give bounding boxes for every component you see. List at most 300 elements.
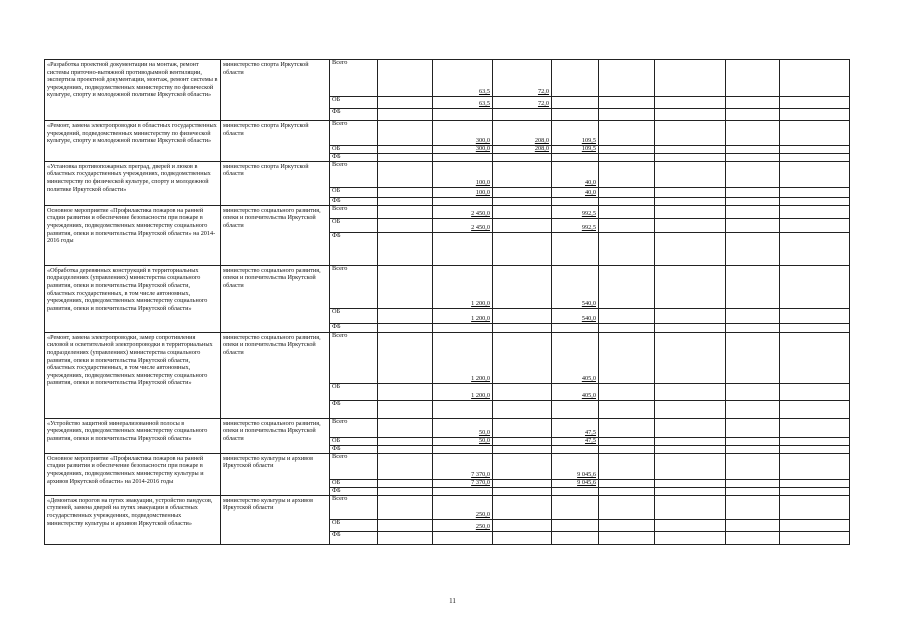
value-cell (655, 487, 726, 495)
value-cell (378, 161, 433, 187)
value-cell (780, 153, 850, 161)
value-cell (599, 445, 655, 453)
funding-source-cell: Всего (330, 121, 378, 146)
value-cell (378, 453, 433, 479)
value-cell (780, 400, 850, 418)
value-text: 100,0 (475, 179, 490, 186)
value-cell (726, 265, 780, 308)
value-cell (726, 308, 780, 323)
value-cell (433, 121, 493, 146)
value-cell (655, 232, 726, 265)
value-cell (378, 97, 433, 109)
value-cell (726, 453, 780, 479)
value-cell (726, 153, 780, 161)
value-cell (378, 418, 433, 437)
value-cell (599, 308, 655, 323)
value-cell (493, 323, 552, 332)
value-cell (655, 308, 726, 323)
scan-edge-mark (6, 0, 46, 2)
value-cell (493, 308, 552, 323)
value-cell (433, 205, 493, 218)
value-text: 72,0 (537, 88, 549, 96)
value-cell (726, 232, 780, 265)
value-cell (493, 332, 552, 383)
value-cell (552, 265, 599, 308)
funding-source-cell: ФБ (330, 109, 378, 121)
value-cell (599, 187, 655, 197)
value-cell (433, 418, 493, 437)
value-cell (378, 445, 433, 453)
value-cell (599, 487, 655, 495)
value-cell (552, 205, 599, 218)
value-cell (378, 495, 433, 519)
funding-source-cell: ФБ (330, 531, 378, 544)
value-cell (378, 332, 433, 383)
value-cell (433, 383, 493, 400)
value-cell (433, 495, 493, 519)
table-row (45, 121, 850, 146)
value-cell (780, 60, 850, 97)
value-cell (552, 418, 599, 437)
value-cell (780, 479, 850, 487)
value-cell (552, 487, 599, 495)
value-text: 540,0 (581, 315, 596, 322)
value-cell (655, 437, 726, 445)
measure-name-cell: «Разработка проектной документации на монтаж, ремонт системы приточно-вытяжной противодымной вентиляции, экспертиза проектной документации, монтаж, ремонт системы в учреждениях, подведомственных министерству по физической культуре, спорту и молодежной политике Иркутской области» (45, 60, 221, 121)
value-cell (599, 60, 655, 97)
value-cell (433, 308, 493, 323)
funding-source-cell: ФБ (330, 232, 378, 265)
value-text: 2 450,0 (471, 210, 490, 217)
value-cell (726, 121, 780, 146)
value-cell (552, 187, 599, 197)
value-cell (780, 453, 850, 479)
value-cell (655, 97, 726, 109)
value-cell (493, 205, 552, 218)
value-cell (378, 205, 433, 218)
value-cell (599, 109, 655, 121)
value-cell (378, 109, 433, 121)
value-cell (726, 218, 780, 232)
funding-source-cell: ФБ (330, 445, 378, 453)
value-cell (726, 445, 780, 453)
value-cell (493, 479, 552, 487)
executor-cell: министерство социального развития, опеки и попечительства Иркутской области (221, 205, 330, 265)
value-cell (655, 418, 726, 437)
value-cell (552, 495, 599, 519)
value-text: 208,0 (534, 145, 549, 152)
value-text: 1 200,0 (471, 392, 490, 399)
value-cell (726, 383, 780, 400)
value-cell (378, 531, 433, 544)
value-text: 405,0 (581, 375, 596, 382)
measure-name-cell: «Установка противопожарных преград, дверей и люков в областных государственных учреждениях, подведомственных министерству по физической культуре, спорту и молодежной политике Иркутской области» (45, 161, 221, 205)
value-cell (780, 308, 850, 323)
value-text: 47,5 (584, 429, 596, 436)
value-cell (378, 308, 433, 323)
value-cell (599, 383, 655, 400)
value-cell (780, 437, 850, 445)
value-cell (655, 332, 726, 383)
value-cell (599, 323, 655, 332)
value-cell (552, 383, 599, 400)
measure-name-cell: Основное мероприятие «Профилактика пожаров на ранней стадии развития и обеспечение безопасности при пожаре в учреждениях, подведомственных министерству культуры и архивов Иркутской области» на 2014-2016 годы (45, 453, 221, 495)
value-text: 109,5 (581, 145, 596, 152)
value-cell (493, 109, 552, 121)
value-cell (726, 161, 780, 187)
value-cell (780, 383, 850, 400)
value-cell (378, 323, 433, 332)
value-cell (552, 197, 599, 205)
value-cell (726, 400, 780, 418)
funding-source-cell: Всего (330, 332, 378, 383)
funding-source-cell: ОБ (330, 97, 378, 109)
value-cell (493, 445, 552, 453)
value-cell (726, 479, 780, 487)
executor-cell: министерство культуры и архивов Иркутской области (221, 453, 330, 495)
value-cell (552, 121, 599, 146)
value-cell (552, 60, 599, 97)
value-cell (599, 332, 655, 383)
value-cell (493, 146, 552, 154)
value-cell (780, 187, 850, 197)
value-cell (378, 187, 433, 197)
value-cell (493, 265, 552, 308)
executor-cell: министерство социального развития, опеки и попечительства Иркутской области (221, 265, 330, 332)
value-text: 9 045,6 (577, 479, 596, 486)
value-cell (599, 265, 655, 308)
value-text: 405,0 (581, 392, 596, 399)
value-cell (726, 146, 780, 154)
value-cell (433, 265, 493, 308)
value-cell (726, 332, 780, 383)
value-cell (493, 400, 552, 418)
value-cell (552, 153, 599, 161)
value-cell (433, 332, 493, 383)
value-cell (780, 232, 850, 265)
value-text: 540,0 (581, 300, 596, 307)
value-cell (655, 153, 726, 161)
value-cell (552, 161, 599, 187)
value-cell (726, 487, 780, 495)
value-text: 63,5 (478, 88, 490, 96)
value-cell (378, 232, 433, 265)
value-cell (552, 400, 599, 418)
value-cell (655, 121, 726, 146)
executor-cell: министерство культуры и архивов Иркутской области (221, 495, 330, 544)
value-cell (599, 146, 655, 154)
value-cell (433, 109, 493, 121)
value-text: 109,5 (581, 137, 596, 145)
value-cell (726, 437, 780, 445)
value-cell (493, 232, 552, 265)
value-cell (433, 60, 493, 97)
value-cell (493, 495, 552, 519)
value-cell (433, 97, 493, 109)
value-cell (493, 121, 552, 146)
value-text: 250,0 (475, 523, 490, 530)
value-cell (655, 453, 726, 479)
executor-cell: министерство спорта Иркутской области (221, 60, 330, 121)
value-text: 1 200,0 (471, 315, 490, 322)
value-text: 50,0 (478, 429, 490, 436)
value-cell (433, 445, 493, 453)
value-cell (493, 60, 552, 97)
value-cell (655, 218, 726, 232)
value-cell (433, 153, 493, 161)
value-cell (726, 109, 780, 121)
table-row (45, 332, 850, 383)
value-cell (780, 495, 850, 519)
value-cell (378, 197, 433, 205)
value-cell (433, 218, 493, 232)
value-cell (655, 146, 726, 154)
value-cell (493, 153, 552, 161)
value-cell (726, 97, 780, 109)
value-cell (599, 205, 655, 218)
value-cell (493, 187, 552, 197)
value-cell (726, 197, 780, 205)
value-cell (599, 161, 655, 187)
value-cell (655, 519, 726, 531)
value-text: 2 450,0 (471, 224, 490, 231)
value-cell (433, 146, 493, 154)
value-cell (726, 323, 780, 332)
value-text: 208,0 (534, 137, 549, 145)
value-cell (655, 109, 726, 121)
value-cell (655, 531, 726, 544)
value-cell (726, 519, 780, 531)
funding-source-cell: ОБ (330, 308, 378, 323)
value-cell (655, 479, 726, 487)
measure-name-cell: Основное мероприятие «Профилактика пожаров на ранней стадии развития и обеспечение безопасности при пожаре в учреждениях, подведомственных министерству социального развития, опеки и попечительства Иркутской области» на 2014-2016 годы (45, 205, 221, 265)
value-cell (780, 332, 850, 383)
value-cell (599, 232, 655, 265)
value-cell (433, 437, 493, 445)
value-cell (378, 479, 433, 487)
value-cell (493, 197, 552, 205)
measure-name-cell: «Устройство защитной минерализованной полосы в учреждениях, подведомственных министерству социального развития, опеки и попечительства Иркутской области» (45, 418, 221, 453)
program-table-sheet (44, 59, 849, 545)
funding-source-cell: ОБ (330, 437, 378, 445)
table-row (45, 418, 850, 437)
value-cell (552, 445, 599, 453)
value-cell (780, 109, 850, 121)
value-cell (552, 531, 599, 544)
funding-source-cell: ОБ (330, 383, 378, 400)
program-measures-table (44, 59, 850, 545)
value-cell (378, 519, 433, 531)
value-cell (599, 218, 655, 232)
funding-source-cell: ФБ (330, 323, 378, 332)
funding-source-cell: ФБ (330, 400, 378, 418)
value-cell (655, 323, 726, 332)
table-row (45, 495, 850, 519)
value-text: 992,5 (581, 210, 596, 217)
value-cell (599, 453, 655, 479)
value-text: 100,0 (475, 189, 490, 196)
value-cell (599, 531, 655, 544)
value-cell (433, 453, 493, 479)
value-cell (493, 487, 552, 495)
value-cell (378, 383, 433, 400)
value-cell (493, 453, 552, 479)
funding-source-cell: Всего (330, 205, 378, 218)
value-cell (552, 453, 599, 479)
value-text: 63,5 (478, 100, 490, 108)
funding-source-cell: ФБ (330, 487, 378, 495)
value-cell (433, 519, 493, 531)
value-cell (433, 531, 493, 544)
value-cell (655, 161, 726, 187)
value-cell (599, 519, 655, 531)
value-cell (655, 187, 726, 197)
value-cell (655, 400, 726, 418)
funding-source-cell: ОБ (330, 146, 378, 154)
value-cell (433, 161, 493, 187)
value-cell (378, 121, 433, 146)
value-cell (433, 187, 493, 197)
value-cell (599, 153, 655, 161)
funding-source-cell: Всего (330, 60, 378, 97)
value-cell (599, 418, 655, 437)
value-cell (552, 323, 599, 332)
funding-source-cell: ОБ (330, 218, 378, 232)
value-cell (599, 197, 655, 205)
value-cell (552, 109, 599, 121)
value-cell (655, 60, 726, 97)
table-body (45, 60, 850, 545)
measure-name-cell: «Ремонт, замена электропроводки в областных государственных учреждений, подведомственных министерству по физической культуре, спорту и молодежной политике Иркутской области» (45, 121, 221, 162)
value-cell (552, 519, 599, 531)
value-cell (552, 97, 599, 109)
value-cell (655, 383, 726, 400)
value-cell (493, 161, 552, 187)
executor-cell: министерство спорта Иркутской области (221, 161, 330, 205)
value-cell (493, 531, 552, 544)
funding-source-cell: Всего (330, 418, 378, 437)
value-cell (493, 383, 552, 400)
value-text: 992,5 (581, 224, 596, 231)
value-cell (552, 308, 599, 323)
value-cell (655, 205, 726, 218)
value-cell (599, 97, 655, 109)
measure-name-cell: «Ремонт, замена электропроводки, замер сопротивления силовой и осветительной электропроводки в территориальных подразделениях (управлениях) министерства социального развития, опеки и попечительства Иркутской области, областных государственных, в том числе автономных, учреждениях, подведомственных министерству социального развития, опеки и попечительства Иркутской области» (45, 332, 221, 418)
table-row (45, 453, 850, 479)
value-text: 7 370,0 (471, 471, 490, 478)
value-cell (599, 479, 655, 487)
executor-cell: министерство спорта Иркутской области (221, 121, 330, 162)
value-cell (780, 265, 850, 308)
value-cell (433, 487, 493, 495)
value-cell (378, 437, 433, 445)
value-cell (599, 437, 655, 445)
value-cell (552, 332, 599, 383)
value-cell (378, 487, 433, 495)
funding-source-cell: Всего (330, 161, 378, 187)
funding-source-cell: ОБ (330, 519, 378, 531)
table-row (45, 205, 850, 218)
value-cell (726, 187, 780, 197)
value-cell (493, 437, 552, 445)
value-text: 40,0 (584, 179, 596, 186)
value-text: 1 200,0 (471, 375, 490, 382)
value-cell (433, 323, 493, 332)
funding-source-cell: ОБ (330, 479, 378, 487)
value-cell (552, 437, 599, 445)
value-cell (493, 97, 552, 109)
value-cell (726, 60, 780, 97)
value-cell (378, 60, 433, 97)
table-row (45, 60, 850, 97)
value-cell (552, 232, 599, 265)
value-cell (433, 400, 493, 418)
value-cell (780, 161, 850, 187)
value-text: 9 045,6 (577, 471, 596, 478)
value-cell (599, 121, 655, 146)
funding-source-cell: Всего (330, 265, 378, 308)
value-cell (780, 197, 850, 205)
value-cell (493, 218, 552, 232)
value-text: 50,0 (478, 437, 490, 444)
value-cell (780, 487, 850, 495)
value-cell (726, 418, 780, 437)
value-cell (378, 146, 433, 154)
table-row (45, 265, 850, 308)
table-row (45, 161, 850, 187)
value-cell (780, 531, 850, 544)
value-cell (433, 479, 493, 487)
value-cell (378, 153, 433, 161)
value-cell (780, 418, 850, 437)
value-cell (780, 121, 850, 146)
measure-name-cell: «Демонтаж порогов на путях эвакуации, устройство пандусов, ступеней, замена дверей на путях эвакуации в областных государственных учреждениях, подведомственных министерству культуры и архивов Иркутской области» (45, 495, 221, 544)
page-number: 11 (449, 597, 456, 605)
funding-source-cell: ОБ (330, 187, 378, 197)
value-cell (780, 97, 850, 109)
value-text: 300,0 (475, 145, 490, 152)
value-text: 300,0 (475, 137, 490, 145)
value-cell (780, 445, 850, 453)
value-cell (780, 205, 850, 218)
value-cell (780, 218, 850, 232)
value-text: 72,0 (537, 100, 549, 108)
value-cell (378, 400, 433, 418)
measure-name-cell: «Обработка деревянных конструкций в территориальных подразделениях (управлениях) министерства социального развития, опеки и попечительства Иркутской области, областных государственных, в том числе автономных, учреждениях, подведомственных министерству социального развития, опеки и попечительства Иркутской области» (45, 265, 221, 332)
executor-cell: министерство социального развития, опеки и попечительства Иркутской области (221, 418, 330, 453)
executor-cell: министерство социального развития, опеки и попечительства Иркутской области (221, 332, 330, 418)
value-cell (433, 232, 493, 265)
value-cell (726, 495, 780, 519)
value-cell (780, 323, 850, 332)
value-cell (655, 197, 726, 205)
value-cell (655, 265, 726, 308)
value-text: 1 200,0 (471, 300, 490, 307)
value-cell (780, 146, 850, 154)
value-cell (655, 495, 726, 519)
value-cell (726, 531, 780, 544)
value-cell (726, 205, 780, 218)
value-cell (493, 519, 552, 531)
value-cell (780, 519, 850, 531)
funding-source-cell: ФБ (330, 197, 378, 205)
funding-source-cell: ФБ (330, 153, 378, 161)
value-cell (552, 479, 599, 487)
value-text: 250,0 (475, 511, 490, 518)
value-cell (655, 445, 726, 453)
value-text: 40,0 (584, 189, 596, 196)
value-text: 7 370,0 (471, 479, 490, 486)
